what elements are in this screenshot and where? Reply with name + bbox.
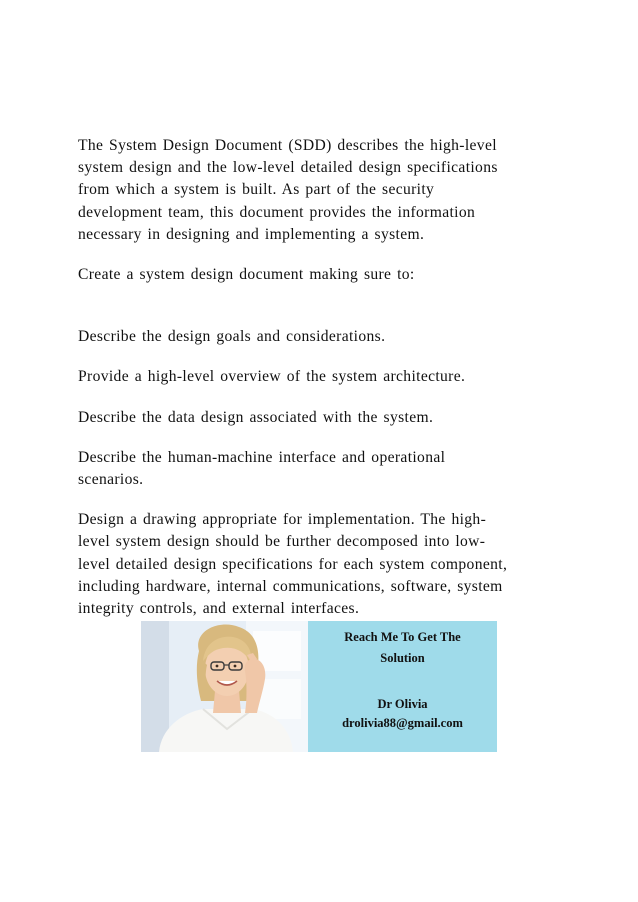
contact-info-panel [308,621,497,752]
requirement-text: Describe the data design associated with the system. [78,408,434,426]
banner-heading-line2: Solution [380,651,425,665]
intro-line: system design and the low-level detailed design specifications [78,159,498,177]
requirement-line: Design a drawing appropriate for implementation. The high- [78,511,487,529]
prompt-text: Create a system design document making sure to: [78,266,415,284]
prompt-paragraph [78,264,558,286]
requirement-line: level system design should be further decomposed into low- [78,533,486,551]
requirement-line: including hardware, internal communications, software, system [78,577,503,595]
requirement-text: Provide a high-level overview of the system architecture. [78,368,466,386]
intro-line: necessary in designing and implementing a system. [78,225,425,243]
woman-photo [141,621,308,752]
requirement-drawing [78,509,558,620]
requirement-line: Describe the human-machine interface and operational [78,448,446,466]
requirement-line: scenarios. [78,471,144,489]
requirement-line: level detailed design specifications for each system component, [78,555,508,573]
contact-name: Dr Olivia [377,697,428,711]
contact-email[interactable]: drolivia88@gmail.com [342,716,463,730]
intro-line: The System Design Document (SDD) describes the high-level [78,137,497,154]
intro-line: from which a system is built. As part of the security [78,181,435,199]
requirement-line: integrity controls, and external interfaces. [78,600,360,618]
intro-line: development team, this document provides the information [78,203,476,221]
requirement-goals [78,326,558,348]
requirement-text: Describe the design goals and considerations. [78,328,386,346]
requirement-hmi [78,447,558,491]
requirement-overview [78,366,558,388]
document-body [78,135,558,620]
woman-photo-illustration [141,621,308,752]
requirement-data-design [78,407,558,429]
contact-banner [141,621,497,752]
banner-heading-line1: Reach Me To Get The [344,630,461,644]
intro-paragraph [78,135,558,246]
